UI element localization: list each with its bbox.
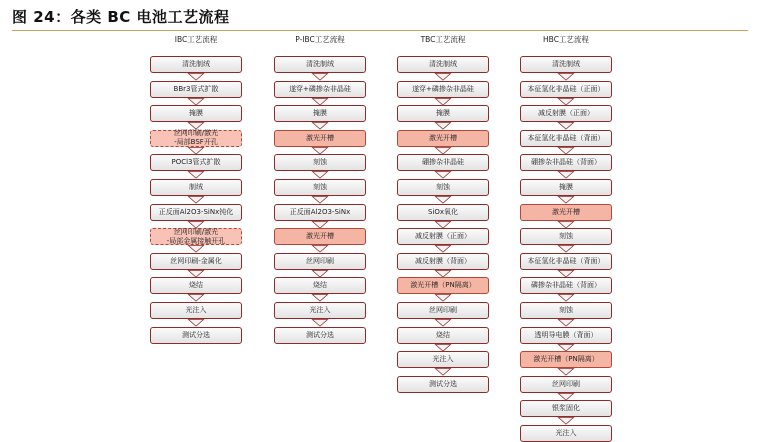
down-arrow-icon — [309, 73, 331, 81]
process-step: 清洗制绒 — [520, 56, 612, 73]
flow-column-2 — [272, 34, 368, 344]
down-arrow-icon — [555, 294, 577, 302]
column-title: HBC工艺流程 — [543, 35, 589, 44]
down-arrow-icon — [309, 122, 331, 130]
title-divider — [12, 30, 748, 31]
down-arrow-icon — [432, 270, 454, 278]
process-step: 掩膜 — [520, 179, 612, 196]
process-step: 光注入 — [150, 302, 242, 319]
down-arrow-icon — [432, 147, 454, 155]
flow-column-3 — [395, 34, 491, 393]
process-step: 刻蚀 — [520, 302, 612, 319]
down-arrow-icon — [309, 196, 331, 204]
down-arrow-icon — [432, 171, 454, 179]
down-arrow-icon — [555, 393, 577, 401]
process-step: 掩膜 — [150, 105, 242, 122]
process-step: 丝网印刷-金属化 — [150, 253, 242, 270]
down-arrow-icon — [432, 98, 454, 106]
process-step: 激光开槽 — [274, 130, 366, 147]
down-arrow-icon — [185, 319, 207, 327]
down-arrow-icon — [185, 73, 207, 81]
down-arrow-icon — [432, 319, 454, 327]
down-arrow-icon — [555, 73, 577, 81]
process-step: 光注入 — [520, 425, 612, 442]
process-step: 刻蚀 — [520, 228, 612, 245]
down-arrow-icon — [555, 245, 577, 253]
down-arrow-icon — [555, 196, 577, 204]
down-arrow-icon — [555, 147, 577, 155]
process-step: 清洗制绒 — [274, 56, 366, 73]
process-step: 硼掺杂非晶硅（背面） — [520, 154, 612, 171]
down-arrow-icon — [309, 319, 331, 327]
down-arrow-icon — [309, 245, 331, 253]
down-arrow-icon — [185, 98, 207, 106]
process-step: 遂穿+磷掺杂非晶硅 — [274, 81, 366, 98]
down-arrow-icon — [309, 294, 331, 302]
process-step: 本征氢化非晶硅（背面） — [520, 130, 612, 147]
process-step: 刻蚀 — [274, 154, 366, 171]
column-title: P-IBC工艺流程 — [295, 35, 345, 44]
process-step: 正反面Al2O3-SiNx钝化 — [150, 204, 242, 221]
process-step: SiOx氧化 — [397, 204, 489, 221]
process-step: 烧结 — [274, 277, 366, 294]
process-step: 磷掺杂非晶硅（背面） — [520, 277, 612, 294]
process-step: 测试分选 — [274, 327, 366, 344]
down-arrow-icon — [185, 245, 207, 253]
process-step: 测试分选 — [397, 376, 489, 393]
process-step: 激光开槽（PN隔离） — [397, 277, 489, 294]
column-title: TBC工艺流程 — [420, 35, 466, 44]
down-arrow-icon — [432, 196, 454, 204]
process-step: 掩膜 — [274, 105, 366, 122]
down-arrow-icon — [185, 196, 207, 204]
process-step: 激光开槽 — [520, 204, 612, 221]
process-step: 减反射膜（正面） — [397, 228, 489, 245]
process-step: 刻蚀 — [274, 179, 366, 196]
process-step: 掩膜 — [397, 105, 489, 122]
down-arrow-icon — [309, 171, 331, 179]
process-step: BBr3管式扩散 — [150, 81, 242, 98]
process-step: 清洗制绒 — [397, 56, 489, 73]
process-step: 丝网印刷/激光 -局部金属接触开孔 — [150, 228, 242, 245]
down-arrow-icon — [185, 294, 207, 302]
process-step: 制绒 — [150, 179, 242, 196]
process-step: 丝网印刷 — [274, 253, 366, 270]
down-arrow-icon — [555, 344, 577, 352]
process-step: 减反射膜（正面） — [520, 105, 612, 122]
down-arrow-icon — [555, 417, 577, 425]
process-step: 正反面Al2O3-SiNx — [274, 204, 366, 221]
down-arrow-icon — [432, 73, 454, 81]
down-arrow-icon — [185, 171, 207, 179]
process-step: 丝网印刷/激光 -局部BSF开孔 — [150, 130, 242, 147]
process-step: 减反射膜（背面） — [397, 253, 489, 270]
down-arrow-icon — [555, 319, 577, 327]
process-step: 测试分选 — [150, 327, 242, 344]
process-step: 丝网印刷 — [397, 302, 489, 319]
process-step: 硼掺杂非晶硅 — [397, 154, 489, 171]
down-arrow-icon — [432, 294, 454, 302]
process-step: 丝网印刷 — [520, 376, 612, 393]
process-step: 银浆固化 — [520, 400, 612, 417]
down-arrow-icon — [555, 122, 577, 130]
process-step: 本征氢化非晶硅（正面） — [520, 81, 612, 98]
process-step: 清洗制绒 — [150, 56, 242, 73]
column-title: IBC工艺流程 — [174, 35, 218, 44]
down-arrow-icon — [555, 270, 577, 278]
down-arrow-icon — [432, 221, 454, 229]
down-arrow-icon — [432, 368, 454, 376]
process-step: 激光开槽（PN隔离） — [520, 351, 612, 368]
down-arrow-icon — [432, 344, 454, 352]
down-arrow-icon — [555, 98, 577, 106]
down-arrow-icon — [185, 270, 207, 278]
figure-title: 图 24：各类 BC 电池工艺流程 — [12, 8, 230, 26]
down-arrow-icon — [432, 245, 454, 253]
process-step: 烧结 — [397, 327, 489, 344]
flow-column-1 — [148, 34, 244, 344]
process-step: POCl3管式扩散 — [150, 154, 242, 171]
process-step: 光注入 — [397, 351, 489, 368]
down-arrow-icon — [309, 98, 331, 106]
down-arrow-icon — [555, 221, 577, 229]
process-step: 烧结 — [150, 277, 242, 294]
process-step: 本征氢化非晶硅（背面） — [520, 253, 612, 270]
down-arrow-icon — [555, 368, 577, 376]
process-step: 刻蚀 — [397, 179, 489, 196]
down-arrow-icon — [185, 147, 207, 155]
process-step: 激光开槽 — [397, 130, 489, 147]
down-arrow-icon — [309, 270, 331, 278]
flow-column-4 — [518, 34, 614, 442]
down-arrow-icon — [309, 221, 331, 229]
process-step: 透明导电膜（背面） — [520, 327, 612, 344]
process-step: 遂穿+磷掺杂非晶硅 — [397, 81, 489, 98]
down-arrow-icon — [309, 147, 331, 155]
process-step: 激光开槽 — [274, 228, 366, 245]
down-arrow-icon — [555, 171, 577, 179]
process-step: 光注入 — [274, 302, 366, 319]
down-arrow-icon — [432, 122, 454, 130]
